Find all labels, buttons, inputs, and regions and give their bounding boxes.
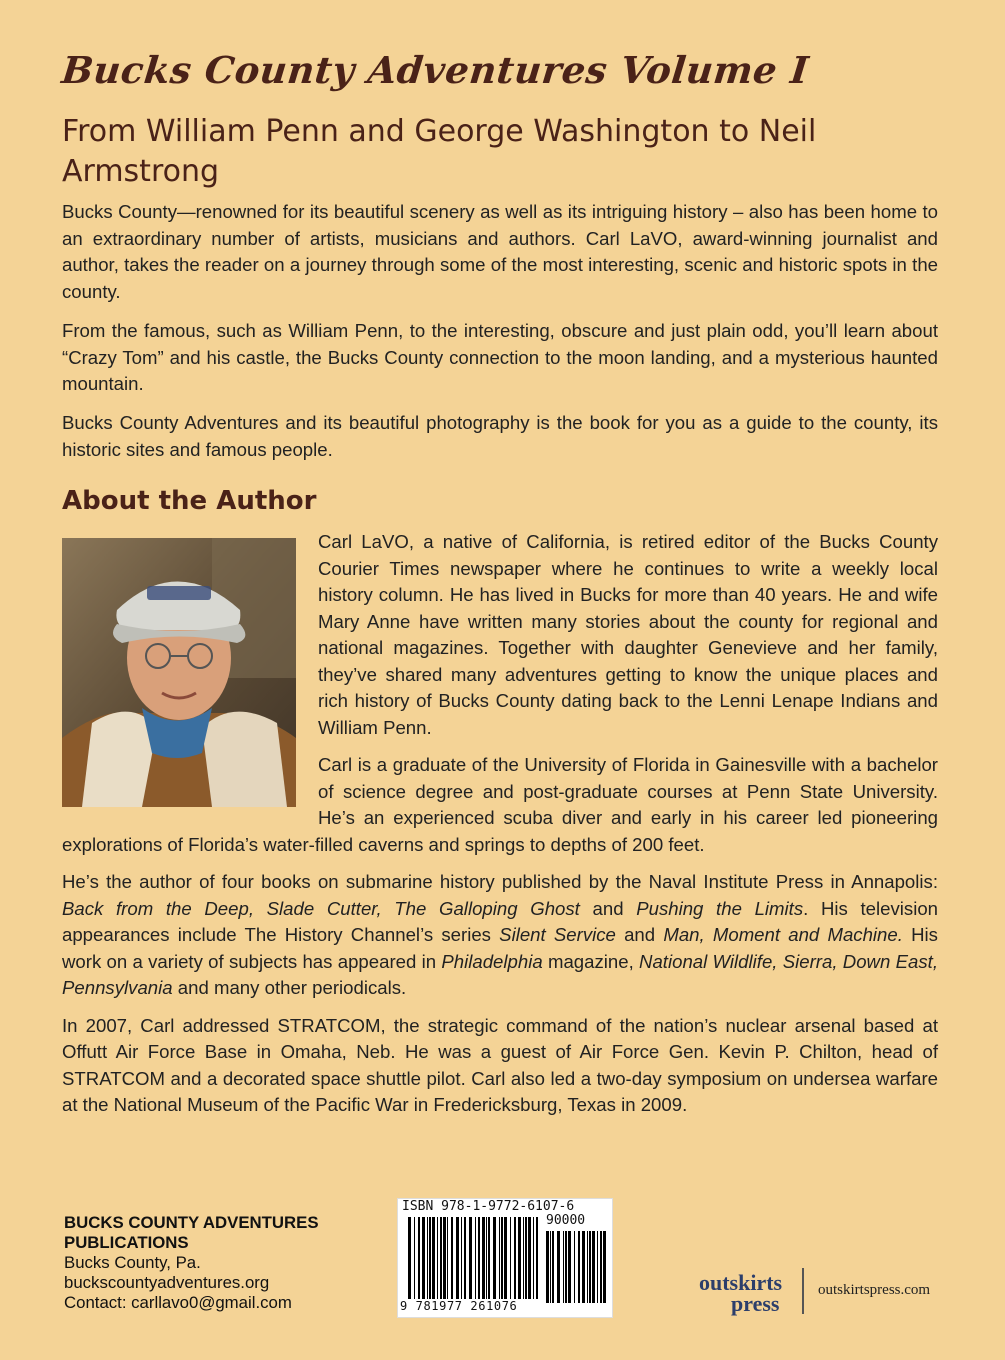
- isbn-label: ISBN 978-1-9772-6107-6: [402, 1199, 575, 1214]
- book-subtitle: From William Penn and George Washington to Neil Armstrong: [62, 114, 817, 189]
- publisher-name-line-2: PUBLICATIONS: [64, 1233, 189, 1252]
- publisher-location: Bucks County, Pa.: [64, 1253, 201, 1272]
- author-bio: [62, 529, 938, 1130]
- price-code-label: 90000: [546, 1213, 586, 1228]
- logo-divider: [802, 1268, 804, 1314]
- intro-paragraph-1: Bucks County—renowned for its beautiful scenery as well as its intriguing history – also has been home to an extraordinary number of artists, musicians and authors. Carl LaVO, award-winning journalist and author, takes the reader on a journey through some of the most interesting, scenic and historic spots in the county.: [62, 201, 938, 302]
- publisher-info: [64, 1213, 384, 1313]
- bio-paragraph-3: He’s the author of four books on submarine history published by the Naval Institute Press in Annapolis: Back from the Deep, Slade Cutter, The Galloping Ghost and Pushing the Limits. His television appearances include The History Channel’s series Silent Service and Man, Moment and Machine. His work on a variety of subjects has appeared in Philadelphia magazine, National Wildlife, Sierra, Down East, Pennsylvania and many other periodicals.: [62, 871, 939, 998]
- book-title: Bucks County Adventures Volume I: [59, 48, 811, 92]
- barcode-number: 9 781977 261076: [400, 1299, 518, 1313]
- publisher-name-line-1: BUCKS COUNTY ADVENTURES: [64, 1213, 319, 1232]
- svg-text:outskirts: outskirts: [699, 1270, 783, 1295]
- intro-paragraph-3: Bucks County Adventures and its beautiful photography is the book for you as a guide to the county, its historic sites and famous people.: [62, 412, 938, 460]
- bio-paragraph-1: Carl LaVO, a native of California, is retired editor of the Bucks County Courier Times newspaper where he continues to write a weekly local history column. He has lived in Bucks for more than 40 years. He and wife Mary Anne have written many stories about the county for regional and national magazines. Together with daughter Genevieve and her family, they’ve shared many adventures getting to know the unique places and rich history of Bucks County dating back to the Lenni Lenape Indians and William Penn.: [318, 531, 938, 738]
- publisher-contact: Contact: carllavo0@gmail.com: [64, 1293, 292, 1312]
- svg-text:press: press: [731, 1291, 780, 1316]
- printer-website: outskirtspress.com: [818, 1282, 931, 1298]
- outskirts-press-logo: [697, 1268, 793, 1318]
- bio-paragraph-4: In 2007, Carl addressed STRATCOM, the strategic command of the nation’s nuclear arsenal based at Offutt Air Force Base in Omaha, Neb. He was a guest of Air Force Gen. Kevin P. Chilton, head of STRATCOM and a decorated space shuttle pilot. Carl also led a two-day symposium on undersea warfare at the National Museum of the Pacific War in Fredericksburg, Texas in 2009.: [62, 1014, 938, 1115]
- intro-paragraph-2: From the famous, such as William Penn, to the interesting, obscure and just plain odd, you’ll learn about “Crazy Tom” and his castle, the Bucks County connection to the moon landing, and a mysterious haunted mountain.: [62, 320, 938, 394]
- bio-paragraph-2: Carl is a graduate of the University of Florida in Gainesville with a bachelor of science degree and post-graduate courses at Penn State University. He’s an experienced scuba diver and early in his career led pioneering explorations of Florida’s water-filled caverns and springs to depths of 200 feet.: [62, 754, 938, 855]
- about-author-heading: About the Author: [62, 486, 317, 516]
- isbn-barcode: [397, 1198, 613, 1318]
- publisher-website: buckscountyadventures.org: [64, 1273, 270, 1292]
